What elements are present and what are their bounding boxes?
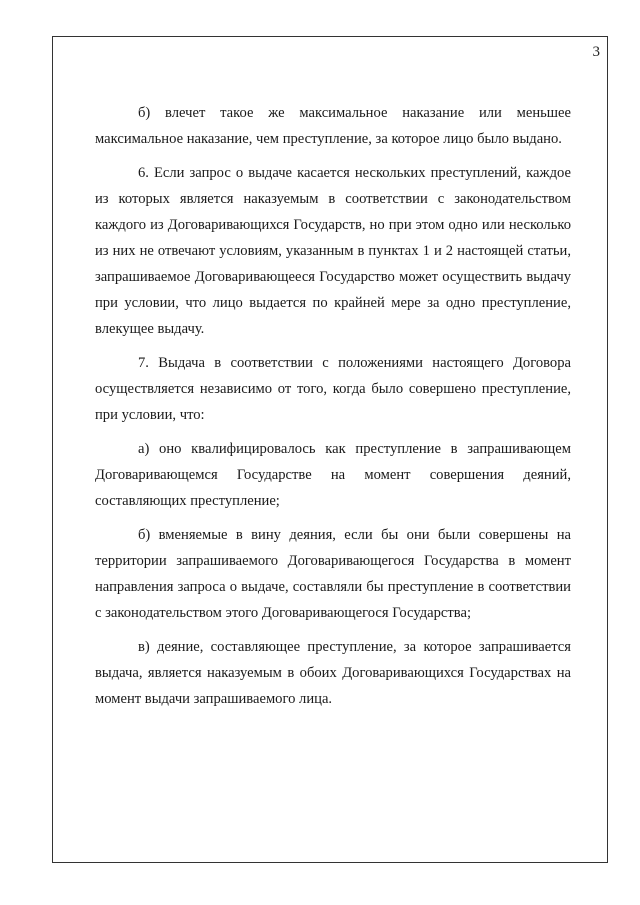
document-body [95, 100, 571, 720]
paragraph-7b: б) вменяемые в вину деяния, если бы они были совершены на территории запрашиваемого Договаривающегося Государства в момент направления запроса о выдаче, составляли бы преступление в соответствии с законодательством этого Договаривающегося Государства; [95, 527, 571, 621]
paragraph-5b: б) влечет такое же максимальное наказание или меньшее максимальное наказание, чем преступление, за которое лицо было выдано. [95, 105, 571, 147]
paragraph-6: 6. Если запрос о выдаче касается нескольких преступлений, каждое из которых является наказуемым в соответствии с законодательством каждого из Договаривающихся Государств, но при этом одно или несколько из них не отвечают условиям, указанным в пунктах 1 и 2 настоящей статьи, запрашиваемое Договаривающееся Государство может осуществить выдачу при условии, что лицо выдается по крайней мере за одно преступление, влекущее выдачу. [95, 165, 571, 337]
paragraph-7c: в) деяние, составляющее преступление, за которое запрашивается выдача, является наказуемым в обоих Договаривающихся Государствах на момент выдачи запрашиваемого лица. [95, 639, 571, 707]
paragraph-7a: а) оно квалифицировалось как преступление в запрашивающем Договаривающемся Государстве на момент совершения деяний, составляющих преступление; [95, 441, 571, 509]
page-number: 3 [592, 44, 600, 60]
paragraph-7: 7. Выдача в соответствии с положениями настоящего Договора осуществляется независимо от того, когда было совершено преступление, при условии, что: [95, 355, 571, 423]
